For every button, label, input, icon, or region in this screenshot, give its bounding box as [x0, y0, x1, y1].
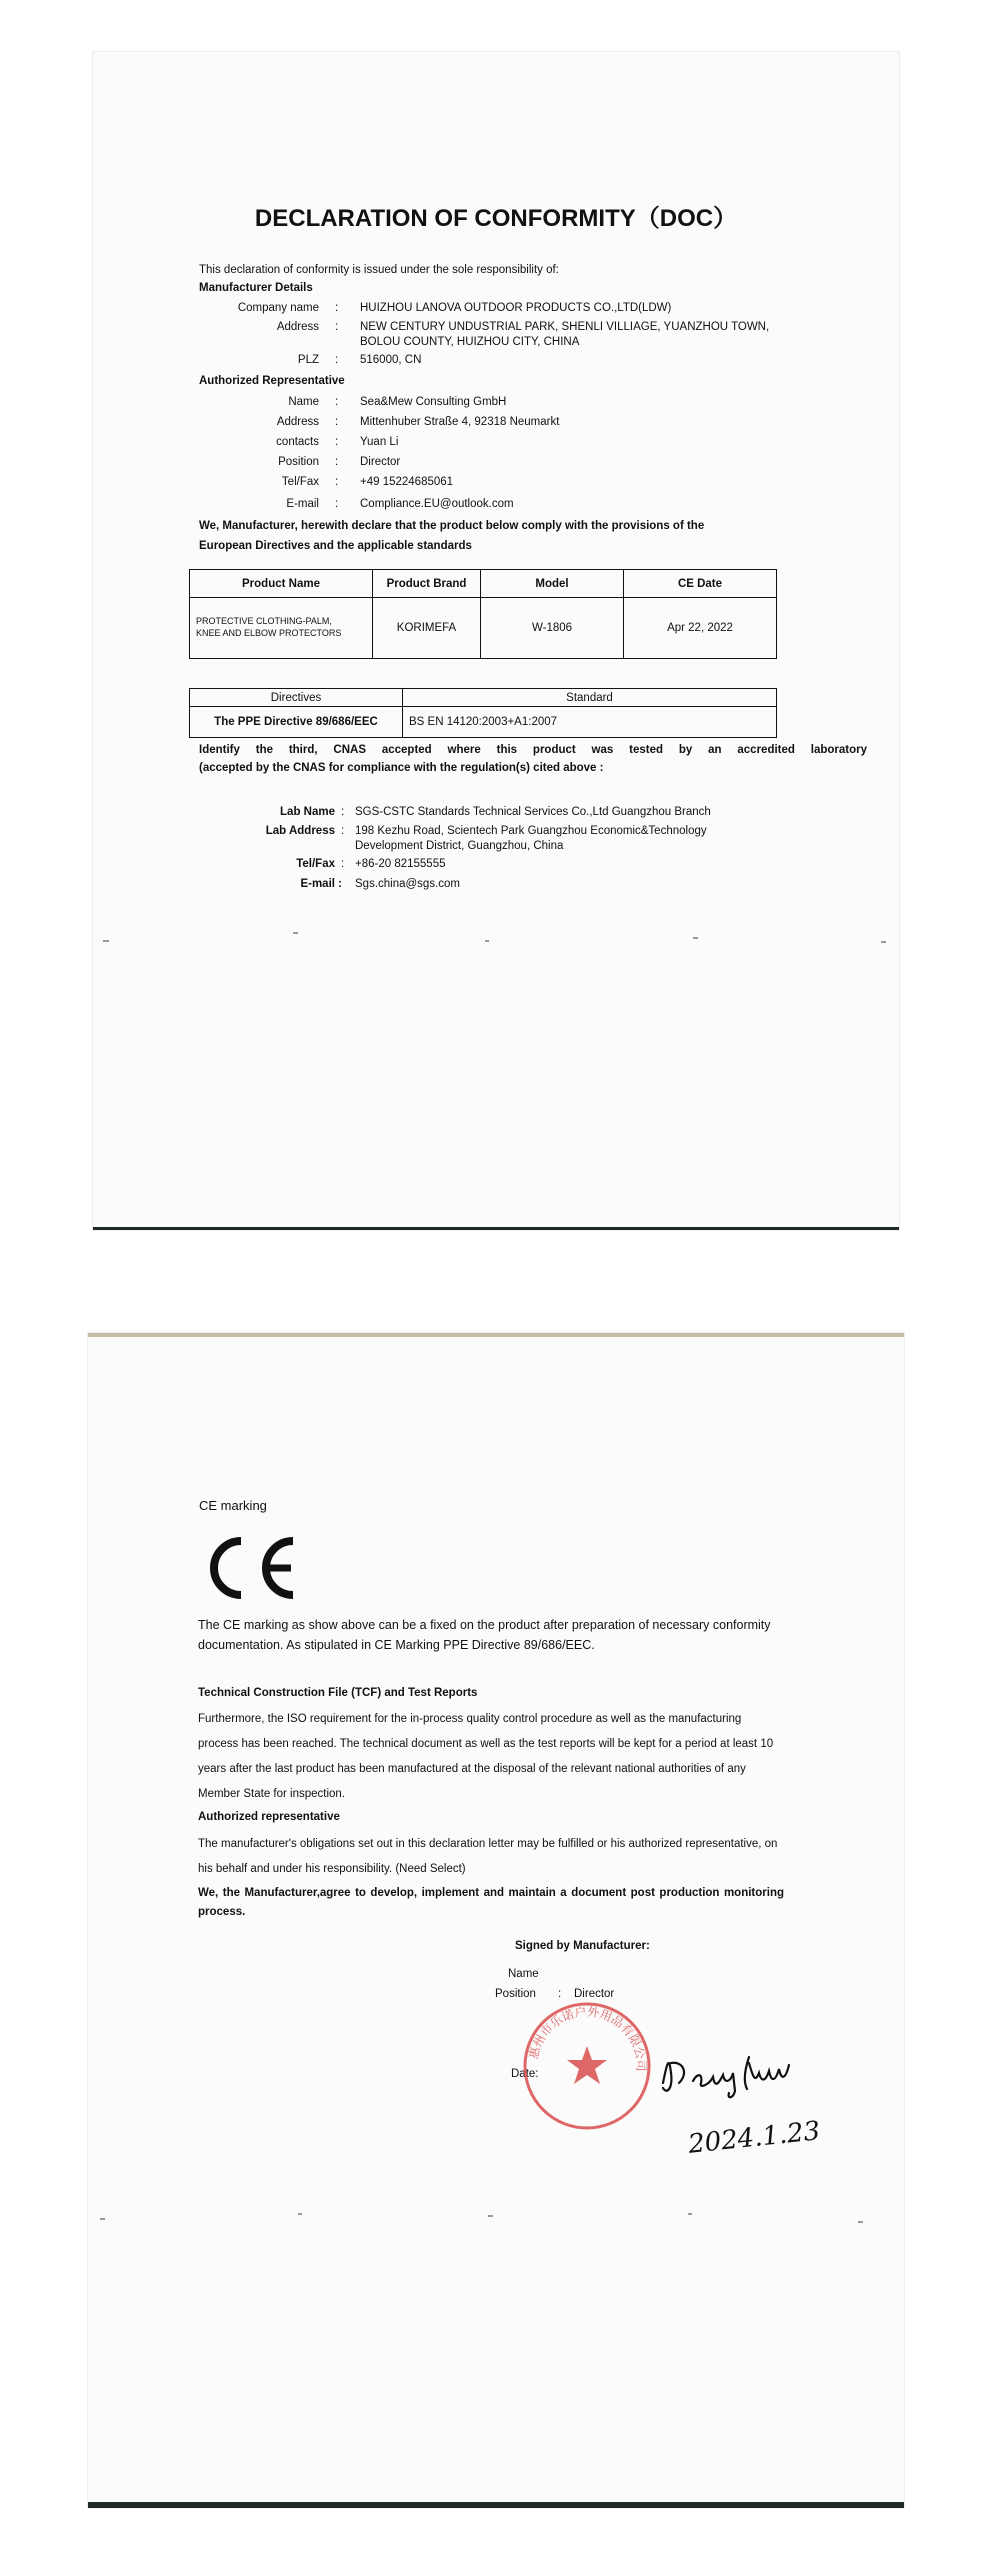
rep-contact-value: Yuan Li	[360, 436, 399, 448]
page-edge	[93, 1227, 899, 1230]
seal-text: 惠州市乐诺户外用品有限公司	[526, 2004, 649, 2072]
field-label: E-mail	[286, 498, 319, 510]
position-label: Position	[495, 1988, 536, 2000]
scan-speck	[881, 941, 886, 943]
lab-tel-value: +86-20 82155555	[355, 858, 446, 870]
name-label: Name	[508, 1968, 539, 1980]
rep-tel-value: +49 15224685061	[360, 476, 454, 488]
scan-speck	[103, 940, 109, 942]
declare-line1: We, Manufacturer, herewith declare that the product below comply with the provisions of the	[199, 520, 705, 532]
scan-speck	[298, 2213, 302, 2215]
handwritten-date: 2024.1.23	[686, 2116, 822, 2160]
scan-speck	[858, 2221, 863, 2223]
field-label: Address	[276, 321, 319, 333]
field-label: Lab Name	[280, 806, 335, 818]
tcf-paragraph: Furthermore, the ISO requirement for the in-process quality control procedure as well as the manufacturing process has been reached. The technical document as well as the test reports will be kept for a period at least 10 years after the last product has been manufactured at the disposal of the relevant national authorities of any Member State for inspection.	[198, 1713, 774, 1800]
field-label: Address	[276, 416, 319, 428]
ce-heading: CE marking	[199, 1498, 267, 1513]
product-table	[189, 569, 777, 659]
document-page-2	[88, 1333, 904, 2508]
scan-speck	[293, 932, 298, 934]
table-header-row	[190, 570, 777, 598]
rep-address-value: Mittenhuber Straße 4, 92318 Neumarkt	[360, 416, 560, 428]
scan-speck	[688, 2213, 692, 2215]
scan-speck	[693, 937, 698, 939]
address-value-line1: NEW CENTURY UNDUSTRIAL PARK, SHENLI VILLIAGE, YUANZHOU TOWN,	[360, 321, 770, 333]
product-name-cell	[190, 598, 373, 659]
identify-line2: (accepted by the CNAS for compliance with the regulation(s) cited above :	[199, 762, 604, 774]
intro-text: This declaration of conformity is issued under the sole responsibility of:	[199, 264, 559, 276]
scan-speck	[485, 940, 489, 942]
model-cell: W-1806	[481, 598, 624, 659]
lab-address-line1: 198 Kezhu Road, Scientech Park Guangzhou Economic&Technology	[355, 825, 707, 837]
field-label: E-mail :	[300, 878, 342, 890]
rep-position-value: Director	[360, 456, 401, 468]
rep-heading: Authorized Representative	[199, 375, 345, 387]
field-label: Tel/Fax	[296, 858, 335, 870]
rep-email-value: Compliance.EU@outlook.com	[360, 498, 514, 510]
ce-mark-icon	[201, 1533, 301, 1603]
lab-email-value: Sgs.china@sgs.com	[355, 878, 460, 890]
scan-speck	[100, 2218, 105, 2220]
scan-speck	[488, 2215, 493, 2217]
lab-address-line2: Development District, Guangzhou, China	[355, 840, 564, 852]
position-value: Director	[574, 1988, 615, 2000]
directive-table	[189, 688, 777, 738]
product-name-line2: KNEE AND ELBOW PROTECTORS	[196, 628, 342, 638]
table-row	[190, 598, 777, 659]
table-row	[190, 707, 777, 738]
field-label: Lab Address	[265, 825, 335, 837]
company-name-value: HUIZHOU LANOVA OUTDOOR PRODUCTS CO.,LTD(LDW)	[360, 302, 672, 314]
table-header: Product Name	[190, 570, 373, 598]
lab-name-value: SGS-CSTC Standards Technical Services Co.,Ltd Guangzhou Branch	[355, 806, 711, 818]
auth-rep-paragraph: The manufacturer's obligations set out in this declaration letter may be fulfilled or his authorized representative, on his behalf and under his responsibility. (Need Select)	[198, 1838, 778, 1875]
product-brand-cell: KORIMEFA	[373, 598, 481, 659]
page-edge	[88, 2502, 904, 2508]
product-name-line1: PROTECTIVE CLOTHING-PALM,	[196, 616, 332, 627]
field-label: Name	[288, 396, 319, 408]
field-label: PLZ	[297, 354, 319, 366]
manufacturer-heading: Manufacturer Details	[199, 282, 313, 294]
ce-date-cell: Apr 22, 2022	[624, 598, 777, 659]
page-edge	[88, 1333, 904, 1337]
document-page-1: DECLARATION OF CONFORMITY（DOC） This declaration of conformity is issued under the sole responsibility of: Manufacturer Details Company name : HUIZHOU LANOVA OUTDOOR PRODUCTS CO.,LTD(LDW) Address : NEW CENTURY UNDUSTRIAL PARK, SHENLI VILLIAGE, YUANZHOU TOWN, BOLOU COUNTY, HUIZHOU CITY, CHINA PLZ : 516000, CN Authorized Representative Name : Sea&Mew Consulting GmbH Address : Mittenhuber Straße 4, 92318 Neumarkt contacts : Yuan Li Position : Director Tel/Fax : +49 15224685061 E-mail : Compliance.EU@outlook.com We, Manufacturer, herewith declare that the product below comply with the provisions of the European Directives and the applicable standards Product Name Product Brand Model CE Date PROTECTIVE CLOTHING-PALM, KNEE AND ELBOW PROTECTORS KORIMEFA W-1806 Apr 22, 2022 Directives Standard The PPE Directive 89/686/EEC BS EN 14120:2003+A1:2007 Identify the third, CNAS accepted where this product was tested by an accredited laboratory (accepted by the CNAS for compliance with the regulation(s) cited above : Lab Name : SGS-CSTC Standards Technical Services Co.,Ltd Guangzhou Branch Lab Address : 198 Kezhu Road, Scientech Park Guangzhou Economic&Technology Development District, Guangzhou, China Tel/Fax : +86-20 82155555 E-mail : Sgs.china@sgs.com	[93, 52, 899, 1230]
table-header: Standard	[403, 689, 777, 707]
rep-name-value: Sea&Mew Consulting GmbH	[360, 396, 507, 408]
ce-symbol-text: CE	[201, 1533, 203, 1534]
table-header-row	[190, 689, 777, 707]
field-label: Position	[278, 456, 319, 468]
company-seal-icon	[521, 2000, 653, 2132]
tcf-heading: Technical Construction File (TCF) and Test Reports	[198, 1687, 478, 1699]
handwritten-signature-icon	[653, 2033, 843, 2123]
position-colon: :	[558, 1988, 562, 2000]
directive-cell: The PPE Directive 89/686/EEC	[190, 707, 403, 738]
agree-paragraph: We, the Manufacturer,agree to develop, implement and maintain a document post production monitoring process.	[198, 1887, 784, 1918]
table-header: Model	[481, 570, 624, 598]
field-label: Tel/Fax	[281, 476, 319, 488]
declare-line2: European Directives and the applicable standards	[199, 540, 472, 552]
table-header: CE Date	[624, 570, 777, 598]
standard-cell: BS EN 14120:2003+A1:2007	[403, 707, 777, 738]
address-value-line2: BOLOU COUNTY, HUIZHOU CITY, CHINA	[360, 336, 580, 348]
auth-rep-heading: Authorized representative	[198, 1811, 340, 1823]
table-header: Product Brand	[373, 570, 481, 598]
ce-paragraph: The CE marking as show above can be a fixed on the product after preparation of necessary conformity documentation. As stipulated in CE Marking PPE Directive 89/686/EEC.	[198, 1618, 771, 1652]
identify-line1: Identify the third, CNAS accepted where this product was tested by an accredited laboratory	[199, 744, 867, 756]
date-label: Date:	[511, 2068, 539, 2080]
field-label: contacts	[276, 436, 319, 448]
signed-by-label: Signed by Manufacturer:	[515, 1940, 650, 1952]
plz-value: 516000, CN	[360, 354, 422, 366]
table-header: Directives	[190, 689, 403, 707]
field-label: Company name	[237, 302, 319, 314]
page-title: DECLARATION OF CONFORMITY（DOC）	[254, 205, 738, 232]
